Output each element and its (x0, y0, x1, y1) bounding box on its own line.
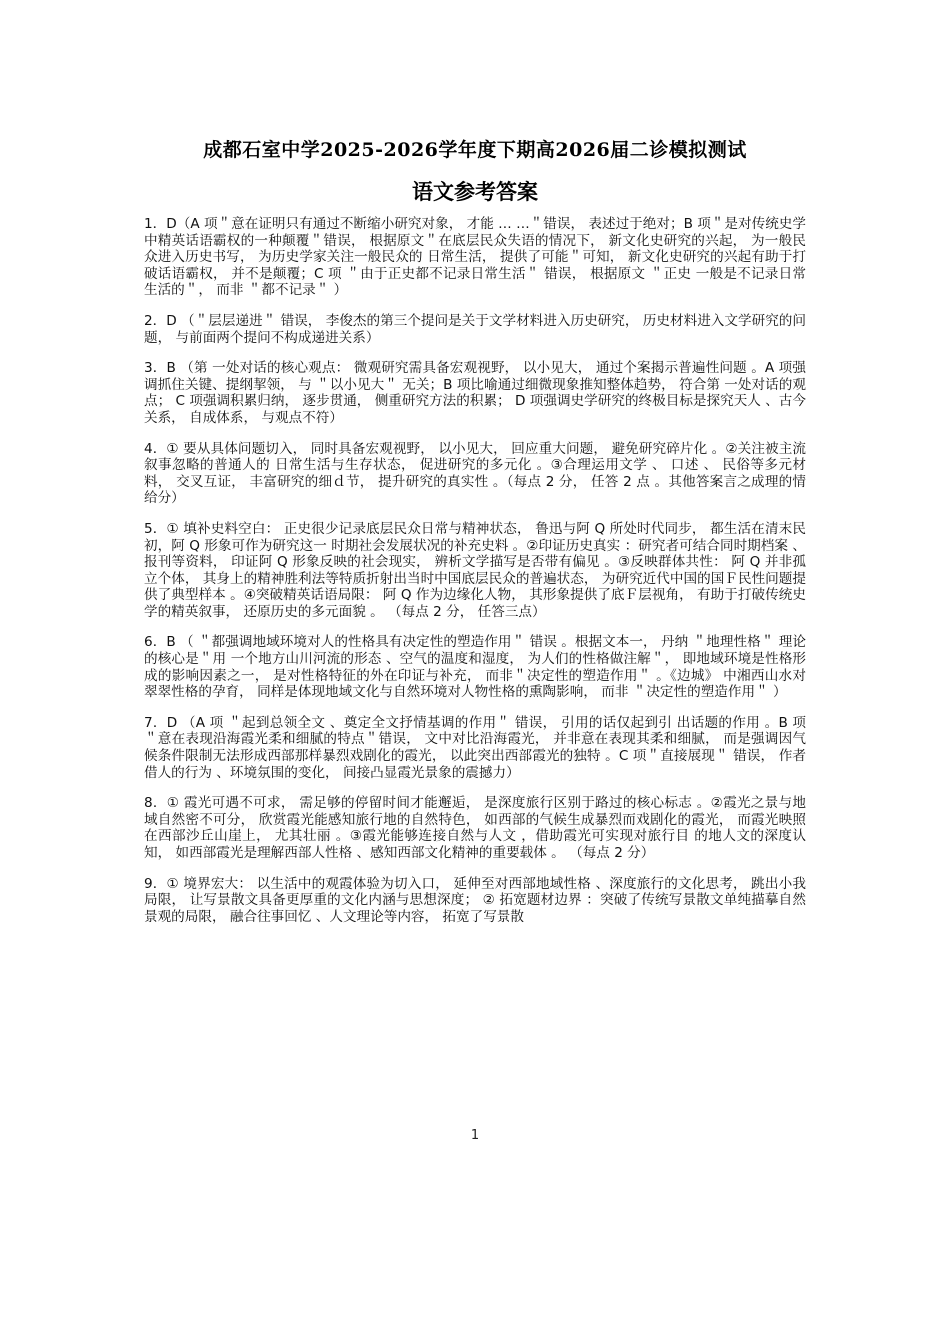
answer-1: 1．D（A 项＂意在证明只有通过不断缩小研究对象， 才能 … …＂错误， 表述过于绝对；B 项＂是对传统史学中精英话语霸权的一种颠覆＂错误， 根据原文＂在底层民众失语的情况下， 新文化史研究的兴起， 为一般民众进入历史书写， 为历史学家关注一般民众的 日常生活， 提供了可能＂可知， 新文化史研究的兴起有助于打破话语霸权， 并不是颠覆；C 项 ＂由于正史都不记录日常生活＂ 错误， 根据原文 ＂正史 一般是不记录日常生活的＂， 而非 ＂都不记录＂ ） (144, 216, 806, 299)
answer-2: 2．D （＂层层递进＂ 错误， 李俊杰的第三个提问是关于文学材料进入历史研究， 历史材料进入文学研究的问题， 与前面两个提问不构成递进关系） (144, 312, 806, 346)
document-title: 成都石室中学2025-2026学年度下期高2026届二诊模拟测试 (203, 139, 747, 161)
answer-8: 8．① 霞光可遇不可求， 需足够的停留时间才能邂逅， 是深度旅行区别于路过的核心标志 。②霞光之景与地域自然密不可分， 欣赏霞光能感知旅行地的自然特色， 如西部的气候生成暴烈而戏剧化的霞光， 而霞光映照在西部沙丘山崖上， 尤其壮丽 。③霞光能够连接自然与人文 ，借助霞光可实现对旅行目 的地人文的深度认知， 如西部霞光是理解西部人性格 、感知西部文化精神的重要载体 。 （每点 2 分） (144, 795, 806, 861)
document-subtitle: 语文参考答案 (412, 179, 538, 204)
answer-7: 7．D （A 项 ＂起到总领全文 、奠定全文抒情基调的作用＂ 错误， 引用的话仅起到引 出话题的作用 。B 项 ＂意在表现沿海霞光柔和细腻的特点＂错误， 文中对比沿海霞光， 并非意在表现其柔和细腻， 而是强调因气候条件限制无法形成西部那样暴烈戏剧化的霞光， 以此突出西部霞光的独特 。C 项＂直接展现＂ 错误， 作者借人的行为 、环境氛围的变化， 间接凸显霞光景象的震撼力） (144, 714, 806, 781)
page-number: 1 (470, 1128, 480, 1143)
answer-3: 3．B （第 一处对话的核心观点： 微观研究需具备宏观视野， 以小见大， 通过个案揭示普遍性问题 。A 项强调抓住关键、提纲挈领， 与 ＂以小见大＂ 无关；B 项比喻通过细微现象推知整体趋势， 符合第 一处对话的观点； C 项强调积累归纳， 逐步贯通， 侧重研究方法的积累； D 项强调史学研究的终极目标是探究天人 、古今关系， 自成体系， 与观点不符） (144, 360, 806, 426)
answer-4: 4．① 要从具体问题切入， 同时具备宏观视野， 以小见大， 回应重大问题， 避免研究碎片化 。②关注被主流叙事忽略的普通人的 日常生活与生存状态， 促进研究的多元化 。③合理运用文学 、 口述 、 民俗等多元材料， 交叉互证， 丰富研究的细ｄ节， 提升研究的真实性 。（每点 2 分， 任答 2 点 。其他答案言之成理的情给分） (144, 440, 806, 507)
answer-5: 5．① 填补史料空白： 正史很少记录底层民众日常与精神状态， 鲁迅与阿 Q 所处时代同步， 都生活在清末民初，阿 Q 形象可作为研究这一 时期社会发展状况的补充史料 。②印证历史真实 ：研究者可结合同时期档案 、报刊等资料， 印证阿 Q 形象反映的社会现实， 辨析文学描写是否带有偏见 。③反映群体共性： 阿 Q 并非孤立个体， 其身上的精神胜利法等特质折射出当时中国底层民众的普遍状态， 为研究近代中国的国Ｆ民性问题提供了典型样本 。④突破精英话语局限： 阿 Q 作为边缘化人物， 其形象提供了底Ｆ层视角， 有助于打破传统史学的精英叙事， 还原历史的多元面貌 。 （每点 2 分， 任答三点） (144, 520, 806, 620)
answer-6: 6．B （ ＂都强调地域环境对人的性格具有决定性的塑造作用＂ 错误 。根据文本一， 丹纳 ＂地理性格＂ 理论的核心是＂用 一个地方山川河流的形态 、空气的温度和湿度， 为人们的性格做注解＂， 即地域环境是性格形成的影响因素之一， 是对性格特征的外在印证与补充， 而非＂决定性的塑造作用＂ 。《边城》 中湘西山水对翠翠性格的孕育， 同样是体现地域文化与自然环境对人物性格的熏陶影响， 而非 ＂决定性的塑造作用＂ ） (144, 634, 806, 701)
answer-list (144, 216, 806, 939)
answer-9: 9．① 境界宏大： 以生活中的观霞体验为切入口， 延伸至对西部地域性格 、深度旅行的文化思考， 跳出小我局限， 让写景散文具备更厚重的文化内涵与思想深度； ② 拓宽题材边界 ：突破了传统写景散文单纯描摹自然景观的局限， 融合往事回忆 、人文理论等内容， 拓宽了写景散 (144, 875, 806, 925)
